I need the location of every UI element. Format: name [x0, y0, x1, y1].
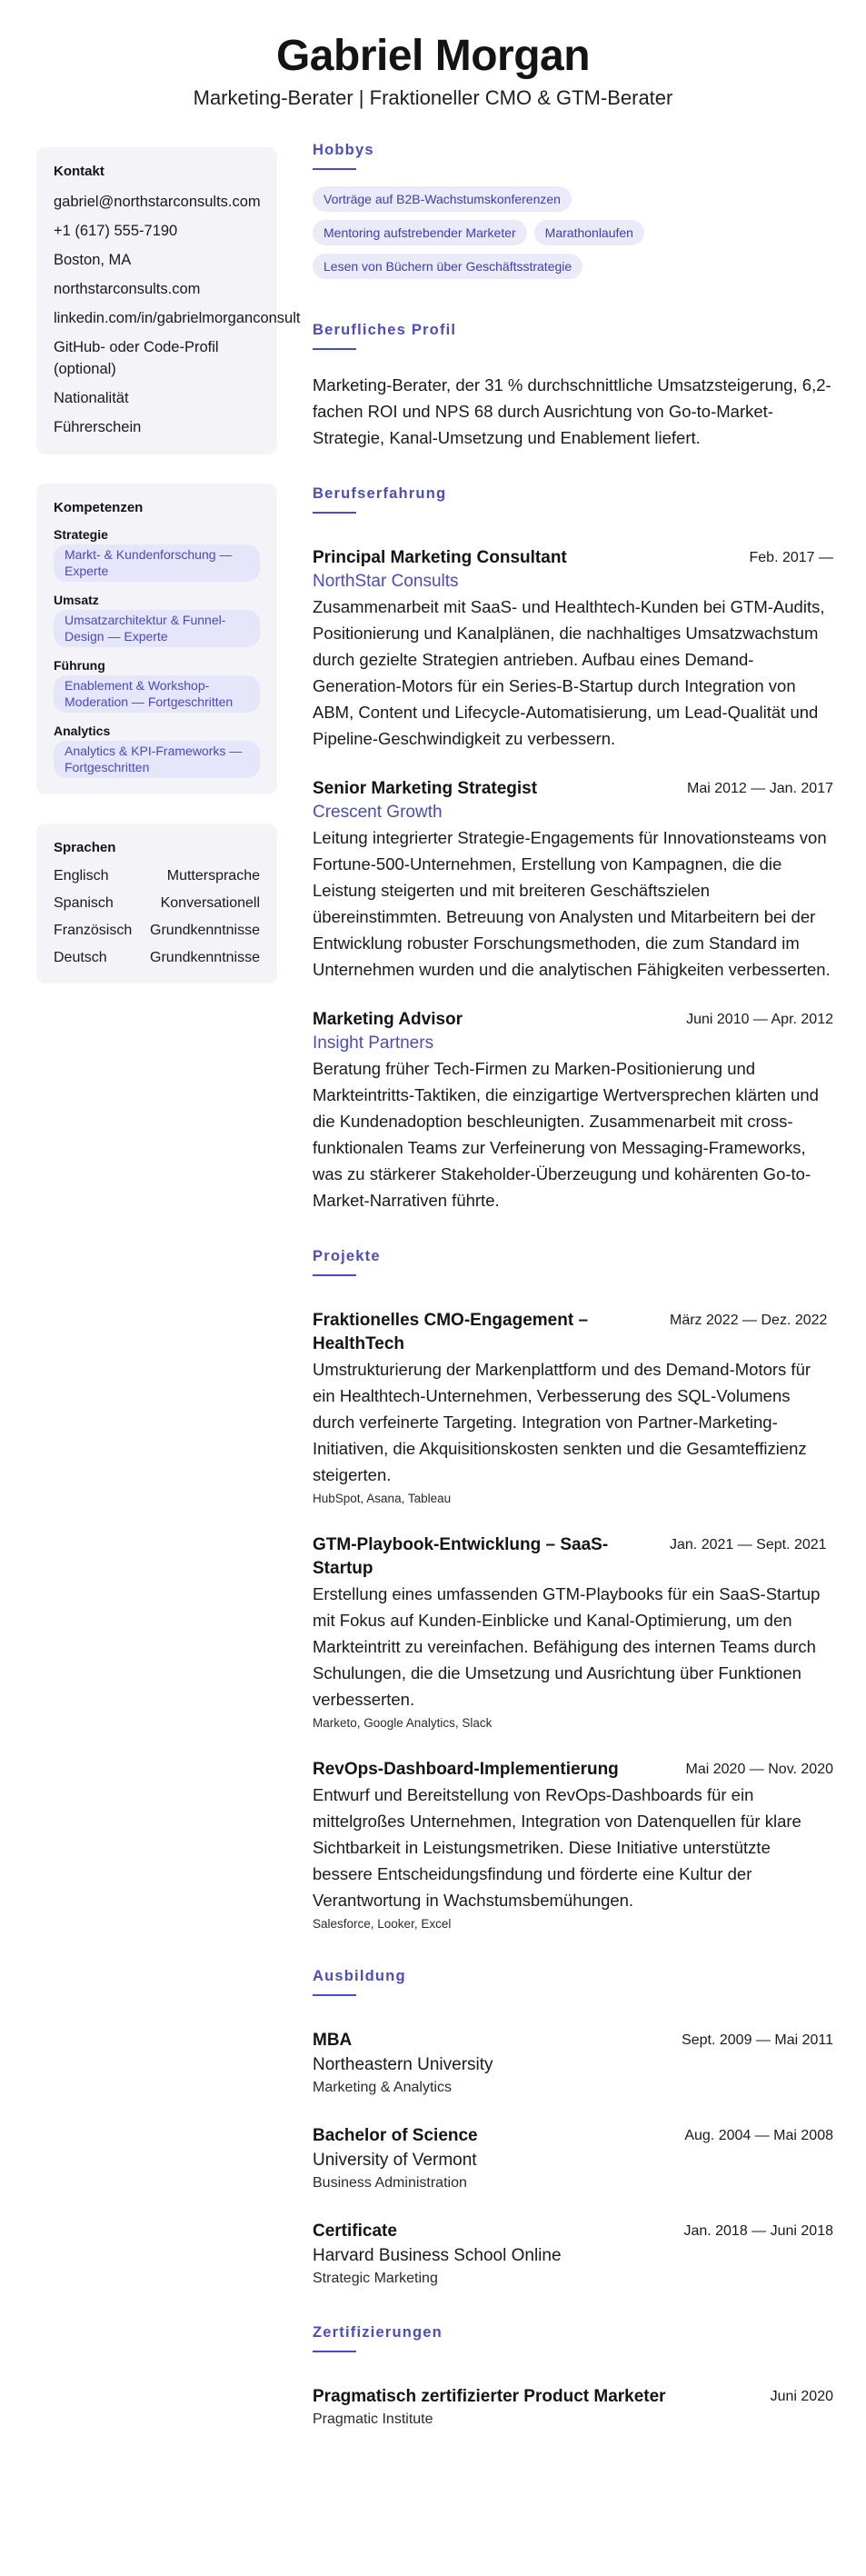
skill-group [54, 527, 260, 582]
education-entry [313, 2029, 833, 2099]
project-name: Fraktionelles CMO-Engagement – HealthTech [313, 1311, 589, 1353]
job-role: Marketing Advisor [313, 1010, 463, 1029]
project-entry [313, 1309, 833, 1508]
project-tools: Salesforce, Looker, Excel [313, 1917, 452, 1931]
contact-location: Boston, MA [54, 252, 132, 268]
skill-pill: Umsatzarchitektur & Funnel-Design — Experte [54, 610, 260, 647]
project-entry [313, 1533, 833, 1732]
language-row [54, 922, 260, 940]
language-level: Konversationell [160, 895, 260, 911]
certification-entry [313, 2385, 833, 2431]
section-title: Berufliches Profil [313, 322, 457, 338]
language-name: Englisch [54, 868, 109, 884]
project-date: Jan. 2021 — Sept. 2021 [670, 1537, 827, 1553]
contact-card [36, 147, 301, 454]
section-title: Projekte [313, 1248, 381, 1264]
certification-issuer: Pragmatic Institute [313, 2411, 433, 2427]
section-title: Berufserfahrung [313, 485, 447, 502]
education-institution: University of Vermont [313, 2151, 477, 2170]
language-level: Grundkenntnisse [150, 950, 260, 965]
resume-header [0, 0, 866, 112]
education-degree: Bachelor of Science [313, 2126, 478, 2145]
skill-pill: Markt- & Kundenforschung — Experte [54, 544, 260, 582]
job-role: Senior Marketing Strategist [313, 779, 538, 798]
hobbies-section [313, 142, 833, 287]
person-title: Marketing-Berater | Fraktioneller CMO & GTM-Berater [193, 86, 673, 109]
experience-entry [313, 1008, 833, 1213]
project-tools: Marketo, Google Analytics, Slack [313, 1716, 493, 1730]
profile-text: Marketing-Berater, der 31 % durchschnittliche Umsatzsteigerung, 6,2-fachen ROI und NPS 68 durch Ausrichtung von Go-to-Market-Strategie, Kanal-Umsetzung und Enablement liefert. [313, 375, 831, 447]
language-name: Deutsch [54, 950, 107, 965]
skill-pill: Analytics & KPI-Frameworks — Fortgeschritten [54, 741, 260, 778]
skill-category: Führung [54, 658, 105, 673]
section-title: Zertifizierungen [313, 2324, 443, 2341]
hobby-pill: Lesen von Büchern über Geschäftsstrategie [313, 254, 582, 279]
certifications-section [313, 2324, 833, 2431]
project-description: Umstrukturierung der Markenplattform und des Demand-Motors für ein Healthtech-Unternehmen, Verbesserung des SQL-Volumens durch verfeinerte Targeting. Integration von Partner-Marketing-Initiativen, die Akquisitionskosten senkten und die Gesamteffizienz steigerten. [313, 1360, 811, 1484]
project-date: März 2022 — Dez. 2022 [670, 1313, 828, 1328]
education-date: Jan. 2018 — Juni 2018 [683, 2223, 833, 2239]
education-date: Sept. 2009 — Mai 2011 [682, 2032, 833, 2048]
education-institution: Northeastern University [313, 2055, 493, 2074]
projects-section [313, 1248, 833, 1933]
contact-title: Kontakt [54, 164, 105, 179]
contact-nationality: Nationalität [54, 390, 129, 406]
certification-date: Juni 2020 [770, 2389, 833, 2404]
education-degree: Certificate [313, 2222, 397, 2241]
job-date: Juni 2010 — Apr. 2012 [686, 1012, 833, 1027]
section-divider [313, 2351, 356, 2352]
job-company: Insight Partners [313, 1033, 434, 1053]
contact-website[interactable]: northstarconsults.com [54, 281, 201, 297]
project-tools: HubSpot, Asana, Tableau [313, 1492, 452, 1505]
education-section [313, 1968, 833, 2290]
language-name: Spanisch [54, 895, 114, 911]
hobby-pill: Marathonlaufen [534, 220, 644, 245]
experience-entry [313, 777, 833, 983]
languages-card [36, 824, 277, 983]
contact-email[interactable]: gabriel@northstarconsults.com [54, 194, 261, 210]
language-name: Französisch [54, 923, 133, 938]
language-row [54, 894, 260, 913]
education-date: Aug. 2004 — Mai 2008 [684, 2128, 833, 2143]
education-degree: MBA [313, 2031, 353, 2050]
experience-section [313, 485, 833, 1213]
section-title: Ausbildung [313, 1968, 406, 1984]
education-list [313, 2029, 833, 2290]
person-name: Gabriel Morgan [275, 32, 591, 80]
hobby-pill: Vorträge auf B2B-Wachstumskonferenzen [313, 186, 572, 212]
language-row [54, 949, 260, 967]
language-level: Muttersprache [166, 868, 260, 884]
hobby-pill: Mentoring aufstrebender Marketer [313, 220, 527, 245]
job-description: Leitung integrierter Strategie-Engagements für Innovationsteams von Fortune-500-Unternehmen, Erstellung von Kampagnen, die die Leistung steigerten und mit breiteren Geschäftszielen übereinstimmten. Betreuung von Analysten und Mitarbeitern bei der Entwicklung robuster Forschungsmethoden, die zum Standard im Unternehmen wurden und die analytischen Fähigkeiten verbesserten. [313, 828, 831, 979]
education-field: Strategic Marketing [313, 2271, 438, 2286]
job-company: NorthStar Consults [313, 572, 459, 591]
project-list [313, 1309, 833, 1933]
job-company: Crescent Growth [313, 803, 443, 822]
job-date: Mai 2012 — Jan. 2017 [687, 781, 833, 796]
section-divider [313, 512, 356, 514]
section-divider [313, 1994, 356, 1996]
skill-category: Strategie [54, 527, 108, 542]
project-entry [313, 1758, 833, 1933]
main-content [313, 142, 833, 2465]
project-name: GTM-Playbook-Entwicklung – SaaS-Startup [313, 1535, 609, 1578]
section-divider [313, 348, 356, 350]
experience-list [313, 546, 833, 1213]
education-entry [313, 2124, 833, 2194]
skill-category: Umsatz [54, 593, 99, 607]
project-description: Entwurf und Bereitstellung von RevOps-Dashboards für ein mittelgroßes Unternehmen, Integration von Datenquellen für klare Sichtbarkeit in Leistungsmetriken. Diese Initiative unterstützte bessere Entscheidungsfindung und förderte eine Kultur der Verantwortung in Wachstumsbemühungen. [313, 1785, 801, 1910]
language-level: Grundkenntnisse [150, 923, 260, 938]
certification-name: Pragmatisch zertifizierter Product Marketer [313, 2387, 666, 2406]
education-entry [313, 2220, 833, 2290]
contact-linkedin[interactable]: linkedin.com/in/gabrielmorganconsult [54, 310, 301, 326]
project-date: Mai 2020 — Nov. 2020 [685, 1762, 833, 1777]
skills-title: Kompetenzen [54, 500, 144, 515]
experience-entry [313, 546, 833, 752]
language-row [54, 867, 260, 885]
skill-group [54, 593, 260, 647]
skills-card [36, 484, 277, 794]
contact-phone[interactable]: +1 (617) 555-7190 [54, 223, 178, 239]
project-name: RevOps-Dashboard-Implementierung [313, 1760, 619, 1779]
profile-section [313, 322, 833, 451]
skill-pill: Enablement & Workshop-Moderation — Fortgeschritten [54, 675, 260, 713]
hobby-list [313, 186, 833, 287]
education-field: Business Administration [313, 2175, 467, 2191]
skill-group [54, 724, 260, 778]
section-divider [313, 1274, 356, 1276]
section-divider [313, 168, 356, 170]
sidebar [36, 147, 301, 1013]
contact-github: GitHub- oder Code-Profil (optional) [54, 339, 219, 377]
job-role: Principal Marketing Consultant [313, 548, 567, 567]
languages-title: Sprachen [54, 840, 116, 855]
job-description: Beratung früher Tech-Firmen zu Marken-Positionierung und Markteintritts-Taktiken, die einzigartige Wertversprechen klärten und die Kundenadoption beschleunigten. Zusammenarbeit mit cross-funktionalen Teams zur Verfeinerung von Messaging-Frameworks, was zu stärkerer Stakeholder-Überzeugung und kohärenten Go-to-Market-Narrativen führte. [313, 1059, 819, 1210]
project-description: Erstellung eines umfassenden GTM-Playbooks für ein SaaS-Startup mit Fokus auf Kunden-Einblicke und Kanal-Optimierung, um den Markteintritt zu vereinfachen. Befähigung des internen Teams durch Schulungen, die die Umsetzung und Ausrichtung über Funktionen verbesserten. [313, 1584, 821, 1709]
section-title: Hobbys [313, 142, 374, 158]
contact-license: Führerschein [54, 419, 142, 435]
job-description: Zusammenarbeit mit SaaS- und Healthtech-Kunden bei GTM-Audits, Positionierung und Kanalplänen, die nachhaltiges Umsatzwachstum durch gezielte Strategien antrieben. Aufbau eines Demand-Generation-Motors für ein Series-B-Startup durch Integration von ABM, Content und Lifecycle-Automatisierung, um Lead-Qualität und Pipeline-Geschwindigkeit zu verbessern. [313, 597, 825, 748]
education-field: Marketing & Analytics [313, 2080, 452, 2095]
job-date: Feb. 2017 — [749, 550, 833, 565]
certification-list [313, 2385, 833, 2431]
skill-category: Analytics [54, 724, 111, 738]
education-institution: Harvard Business School Online [313, 2246, 562, 2265]
skill-group [54, 658, 260, 713]
